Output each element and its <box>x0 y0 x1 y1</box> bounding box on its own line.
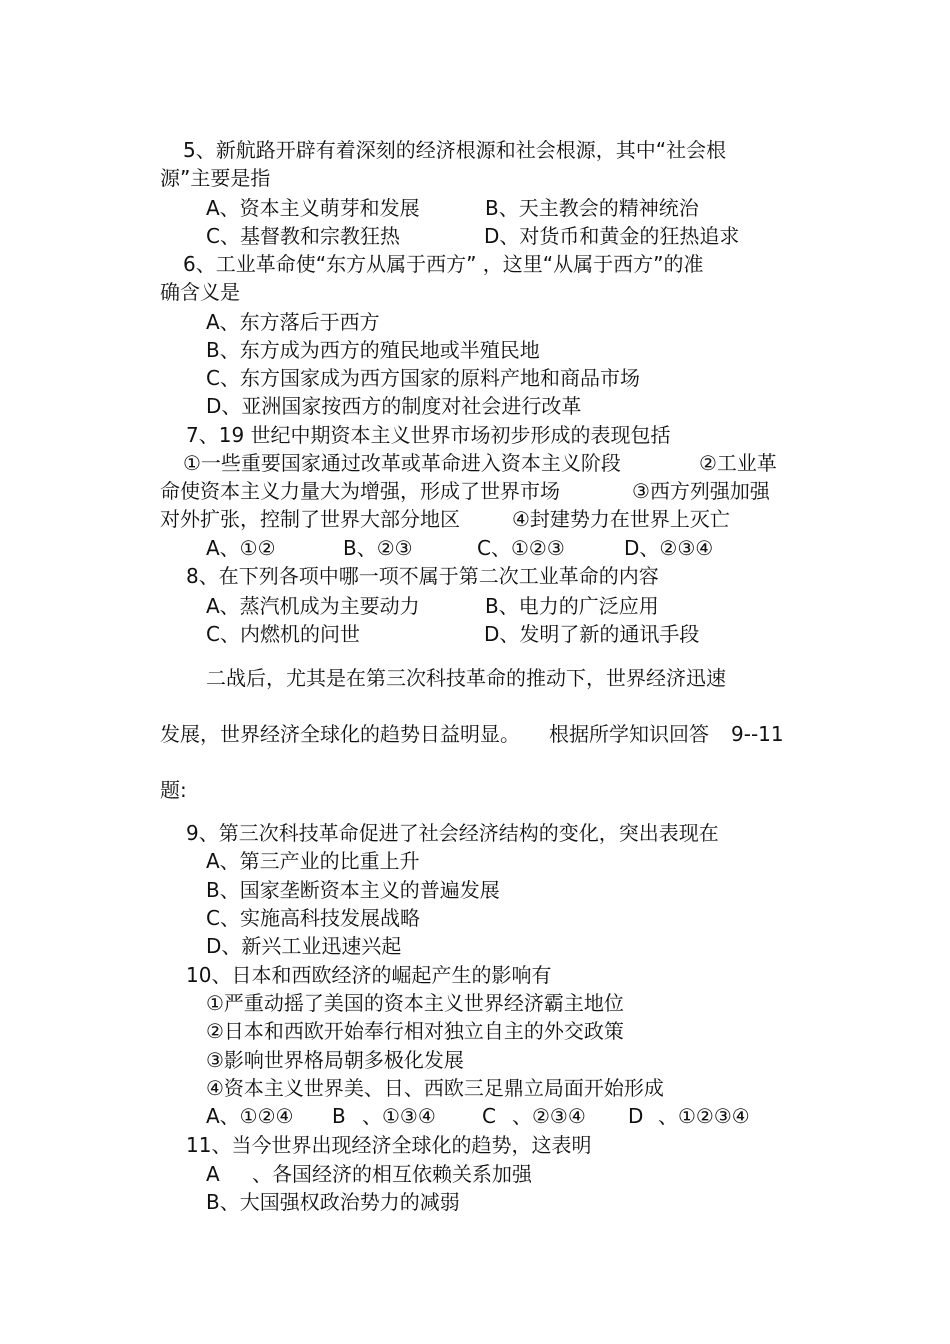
q6-option-b-text: B、东方成为西方的殖民地或半殖民地 <box>206 338 540 362</box>
q6-stem-2 <box>0 280 950 304</box>
q8-options-cd-cell-1: C、内燃机的问世 <box>206 622 360 646</box>
q7-stem-text: 7、19 世纪中期资本主义世界市场初步形成的表现包括 <box>186 423 671 447</box>
q6-option-d <box>0 394 950 418</box>
q5-stem-2-text: 源”主要是指 <box>160 166 271 190</box>
q7-body-2-cell-2: ③西方列强加强 <box>632 479 770 503</box>
q9-option-b <box>0 878 950 902</box>
q5-options-ab <box>0 196 950 220</box>
q5-options-cd <box>0 224 950 248</box>
q10-item-3-text: ③影响世界格局朝多极化发展 <box>206 1048 464 1072</box>
q5-options-ab-cell-1: A、资本主义萌芽和发展 <box>206 196 420 220</box>
q7-body-3-cell-1: 对外扩张，控制了世界大部分地区 <box>160 507 460 531</box>
q7-body-1 <box>0 451 950 475</box>
q8-stem-text: 8、在下列各项中哪一项不属于第二次工业革命的内容 <box>186 564 659 588</box>
q6-option-a <box>0 310 950 334</box>
q9-option-d <box>0 934 950 958</box>
q11-stem <box>0 1133 950 1157</box>
q5-options-cd-cell-1: C、基督教和宗教狂热 <box>206 224 400 248</box>
q5-stem-1-text: 5、新航路开辟有着深刻的经济根源和社会根源，其中“社会根 <box>183 138 727 162</box>
q7-options-cell-2: B、②③ <box>343 536 413 560</box>
q9-option-c-text: C、实施高科技发展战略 <box>206 906 420 930</box>
q7-body-1-cell-2: ②工业革 <box>699 451 777 475</box>
q6-option-d-text: D、亚洲国家按西方的制度对社会进行改革 <box>206 394 582 418</box>
q8-options-cd <box>0 622 950 646</box>
q11-option-b <box>0 1190 950 1214</box>
q10-options-cell-3: 、①③④ <box>362 1104 436 1128</box>
intro-3 <box>0 778 950 802</box>
q9-option-b-text: B、国家垄断资本主义的普遍发展 <box>206 878 500 902</box>
q10-item-4 <box>0 1076 950 1100</box>
q9-option-c <box>0 906 950 930</box>
intro-2-cell-1: 发展，世界经济全球化的趋势日益明显。 <box>160 722 520 746</box>
intro-2-cell-2: 根据所学知识回答 <box>549 722 709 746</box>
q10-stem <box>0 963 950 987</box>
q7-options-cell-4: D、②③④ <box>624 536 714 560</box>
q9-stem <box>0 821 950 845</box>
q10-options-cell-5: 、②③④ <box>512 1104 586 1128</box>
q6-option-c <box>0 366 950 390</box>
q7-body-2-cell-1: 命使资本主义力量大为增强，形成了世界市场 <box>160 479 560 503</box>
q10-item-2 <box>0 1019 950 1043</box>
q8-options-ab-cell-2: B、电力的广泛应用 <box>485 594 659 618</box>
intro-3-text: 题: <box>160 778 187 802</box>
q6-option-b <box>0 338 950 362</box>
q11-option-a <box>0 1162 950 1186</box>
q10-options-cell-7: 、①②③④ <box>658 1104 750 1128</box>
q9-option-d-text: D、新兴工业迅速兴起 <box>206 934 402 958</box>
q6-stem-1-text: 6、工业革命使“东方从属于西方” ，这里“从属于西方”的准 <box>183 252 704 276</box>
q8-stem <box>0 564 950 588</box>
q9-option-a-text: A、第三产业的比重上升 <box>206 849 420 873</box>
q11-option-b-text: B、大国强权政治势力的减弱 <box>206 1190 460 1214</box>
q10-item-3 <box>0 1048 950 1072</box>
q8-options-cd-cell-2: D、发明了新的通讯手段 <box>484 622 700 646</box>
q10-item-2-text: ②日本和西欧开始奉行相对独立自主的外交政策 <box>206 1019 624 1043</box>
intro-1-text: 二战后，尤其是在第三次科技革命的推动下，世界经济迅速 <box>206 666 726 690</box>
intro-1 <box>0 666 950 690</box>
q10-options-cell-1: A、①②④ <box>206 1104 294 1128</box>
q6-option-a-text: A、东方落后于西方 <box>206 310 380 334</box>
q6-stem-1 <box>0 252 950 276</box>
q11-option-a-cell-2: 、各国经济的相互依赖关系加强 <box>252 1162 532 1186</box>
q5-stem-2 <box>0 166 950 190</box>
intro-2-cell-3: 9--11 <box>731 722 784 746</box>
q5-options-ab-cell-2: B、天主教会的精神统治 <box>485 196 699 220</box>
q9-stem-text: 9、第三次科技革命促进了社会经济结构的变化，突出表现在 <box>186 821 719 845</box>
q7-body-1-cell-1: ①一些重要国家通过改革或革命进入资本主义阶段 <box>183 451 621 475</box>
q11-stem-text: 11、当今世界出现经济全球化的趋势，这表明 <box>186 1133 592 1157</box>
q5-options-cd-cell-2: D、对货币和黄金的狂热追求 <box>484 224 740 248</box>
q10-options-cell-2: B <box>332 1104 346 1128</box>
q10-item-4-text: ④资本主义世界美、日、西欧三足鼎立局面开始形成 <box>206 1076 664 1100</box>
q7-options-cell-1: A、①② <box>206 536 276 560</box>
q10-options-cell-4: C <box>482 1104 496 1128</box>
q10-item-1 <box>0 991 950 1015</box>
q11-option-a-cell-1: A <box>206 1162 220 1186</box>
q10-options-cell-6: D <box>628 1104 644 1128</box>
q8-options-ab-cell-1: A、蒸汽机成为主要动力 <box>206 594 420 618</box>
q5-stem-1 <box>0 138 950 162</box>
q9-option-a <box>0 849 950 873</box>
q10-stem-text: 10、日本和西欧经济的崛起产生的影响有 <box>186 963 552 987</box>
q8-options-ab <box>0 594 950 618</box>
q7-body-3 <box>0 507 950 531</box>
q7-options-cell-3: C、①②③ <box>477 536 565 560</box>
intro-2 <box>0 722 950 746</box>
q7-body-3-cell-2: ④封建势力在世界上灭亡 <box>512 507 730 531</box>
q10-item-1-text: ①严重动摇了美国的资本主义世界经济霸主地位 <box>206 991 624 1015</box>
q6-option-c-text: C、东方国家成为西方国家的原料产地和商品市场 <box>206 366 640 390</box>
q6-stem-2-text: 确含义是 <box>160 280 240 304</box>
q10-options <box>0 1104 950 1128</box>
q7-options <box>0 536 950 560</box>
q7-body-2 <box>0 479 950 503</box>
q7-stem <box>0 423 950 447</box>
